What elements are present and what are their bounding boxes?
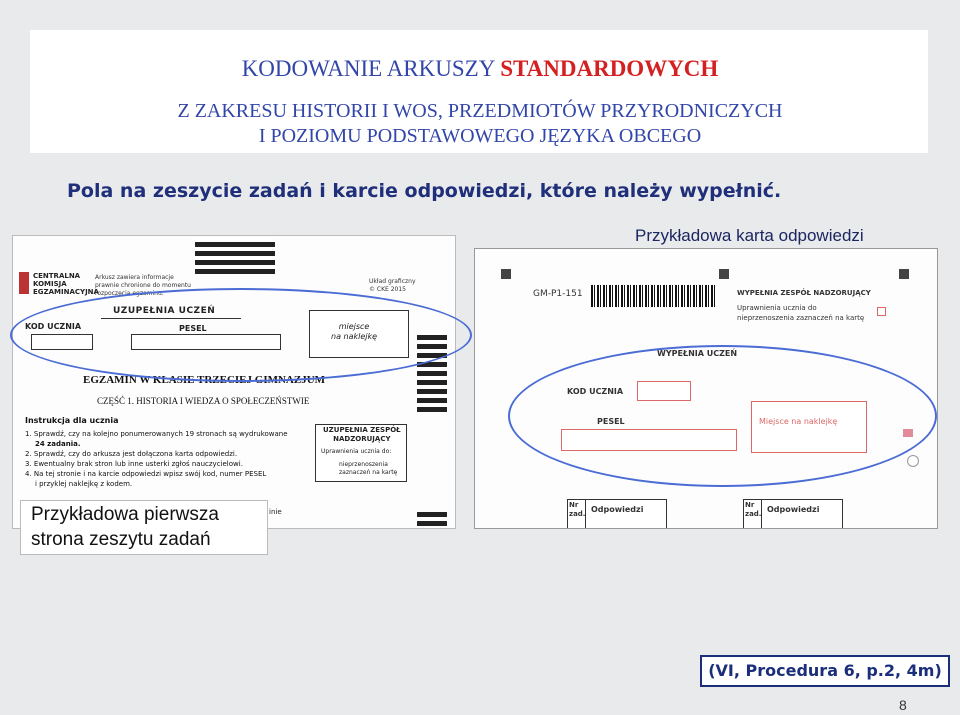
subtitle-line-2: I POZIOMU PODSTAWOWEGO JĘZYKA OBCEGO (258, 125, 702, 147)
instructions-title: Instrukcja dla ucznia (25, 416, 119, 425)
corner-marker (719, 269, 729, 279)
student-fill-label: UZUPEŁNIA UCZEŃ (113, 306, 216, 316)
bottom-barcode-image (417, 512, 447, 526)
section-heading: Pola na zeszycie zadań i karcie odpowiedzi, które należy wypełnić. (67, 180, 782, 202)
card-barcode (591, 285, 717, 307)
no-transfer-label: nieprzenoszenia zaznaczeń na kartę (339, 461, 398, 476)
answers-label: Odpowiedzi (767, 505, 820, 514)
supervisor-label: UZUPEŁNIA ZESPÓŁ NADZORUJĄCY (323, 426, 401, 443)
logo-icon (19, 272, 29, 294)
page-title: KODOWANIE ARKUSZY STANDARDOWYCH (241, 56, 719, 81)
answers-header (585, 499, 667, 529)
instructions-list: 1. Sprawdź, czy na kolejno ponumerowanych 19 stronach są wydrukowane 24 zadania. 2. Sprawdź, czy do arkusza jest dołączona karta odpowiedzi. 3. Ewentualny brak stron lub inne usterki zgłoś nauczycielowi. 4. Na tej stronie i na karcie odpowiedzi wpisz swój kod, numer PESEL i przyklej naklejkę z kodem. (25, 430, 288, 488)
rights-label: Uprawnienia ucznia do nieprzenoszenia zaznaczeń na kartę (737, 304, 865, 322)
highlight-oval (10, 288, 472, 382)
task-number-label: Nr zad. (569, 501, 586, 518)
subtitle-line-1: Z ZAKRESU HISTORII I WOS, PRZEDMIOTÓW PRZYRODNICZYCH (177, 100, 783, 122)
answers-label: Odpowiedzi (591, 505, 644, 514)
student-code-label: KOD UCZNIA (25, 322, 82, 331)
highlight-oval (508, 345, 937, 487)
page-number: 8 (899, 697, 907, 713)
pesel-label: PESEL (597, 417, 625, 426)
rights-checkbox (877, 307, 886, 316)
rights-label: Uprawnienia ucznia do: (321, 448, 392, 455)
layout-copyright: Układ graficzny © CKE 2015 (369, 278, 416, 293)
title-highlight: STANDARDOWYCH (500, 56, 719, 81)
answer-card-caption: Przykładowa karta odpowiedzi (635, 226, 864, 245)
circle-marker (907, 455, 919, 467)
sticker-label: miejsce na naklejkę (331, 322, 378, 341)
exam-part: CZĘŚĆ 1. HISTORIA I WIEDZA O SPOŁECZEŃSTWIE (97, 396, 310, 406)
answers-header (761, 499, 843, 529)
org-name: CENTRALNA KOMISJA EGZAMINACYJNA (33, 272, 99, 296)
card-code: GM-P1-151 (533, 289, 583, 299)
team-label: WYPEŁNIA ZESPÓŁ NADZORUJĄCY (737, 289, 871, 297)
pesel-label: PESEL (179, 324, 207, 333)
booklet-caption: Przykładowa pierwsza strona zeszytu zadań (20, 500, 268, 555)
student-code-label: KOD UCZNIA (567, 387, 624, 396)
barcode-image (195, 238, 275, 274)
partial-text: inie (269, 508, 282, 516)
procedure-reference: (VI, Procedura 6, p.2, 4m) (700, 655, 950, 687)
task-number-label: Nr zad. (745, 501, 762, 518)
page-subtitle (0, 99, 960, 149)
corner-marker (501, 269, 511, 279)
corner-marker (899, 269, 909, 279)
student-fill-label: WYPEŁNIA UCZEŃ (657, 349, 738, 358)
sticker-label: Miejsce na naklejkę (759, 417, 838, 426)
task-booklet-scan (12, 235, 456, 529)
exam-title: EGZAMIN W KLASIE TRZECIEJ GIMNAZJUM (83, 374, 326, 386)
protected-notice: Arkusz zawiera informacje prawnie chronione do momentu rozpoczęcia egzaminu. (95, 274, 191, 297)
